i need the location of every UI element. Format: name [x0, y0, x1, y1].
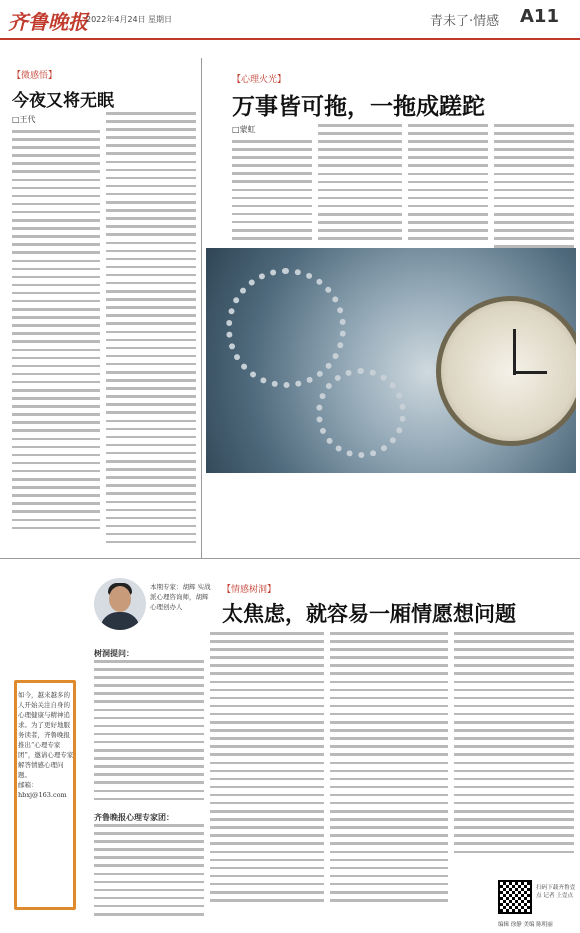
portrait-suit: [100, 612, 140, 630]
letter-heading: 树洞提问：: [94, 648, 134, 658]
top-article-column-3: [408, 124, 488, 249]
issue-weekday: 星期日: [148, 15, 172, 24]
expert-bio: 本期专家：胡辉 实战派心理咨询师，胡辉心理创办人: [150, 583, 211, 611]
page-number: A11: [520, 6, 559, 27]
clock-face: [436, 296, 576, 446]
top-article-overlay-text: [318, 260, 402, 470]
newspaper-logo: 齐鲁晚报: [8, 10, 88, 34]
expert-portrait: [94, 578, 146, 630]
issue-date: 2022年4月24日: [86, 15, 146, 24]
letter-text: [94, 660, 204, 808]
expert-panel-callout-text: [18, 690, 74, 800]
left-article-author: □王代: [12, 115, 36, 124]
reply-column-4: [454, 632, 574, 872]
reply-column-3: [330, 632, 448, 922]
column-divider: [201, 58, 202, 558]
top-article-column-1: [232, 140, 312, 250]
section-name: 青未了·情感: [430, 14, 500, 29]
page-header: [0, 0, 580, 40]
qr-caption: 扫码下载齐鲁壹点 记者 上壹点: [536, 885, 576, 899]
bottom-article-title: 太焦虑，就容易一厢情愿想问题: [222, 601, 516, 626]
clock-minute-hand: [513, 329, 516, 375]
clock-hour-hand: [513, 371, 547, 374]
left-article-kicker: 【微感悟】: [12, 71, 58, 81]
reply-column-1: [94, 824, 204, 924]
left-article-column-1: [12, 130, 100, 550]
left-article-title: 今夜又将无眠: [12, 91, 114, 111]
section-divider: [0, 558, 580, 559]
bottom-article-kicker: 【情感树洞】: [222, 585, 277, 595]
top-article-author: □蒙虹: [232, 125, 256, 134]
editor-credits: 编辑 徐静 美编 陈明丽: [498, 922, 553, 928]
left-article-column-2: [106, 112, 196, 552]
portrait-face: [109, 586, 131, 612]
qr-code[interactable]: [498, 880, 532, 914]
reply-heading: 齐鲁晚报心理专家团：: [94, 812, 174, 822]
top-article-kicker: 【心理火光】: [232, 75, 287, 85]
callout-body: 如今，越来越多的人开始关注自身的心理健康与精神追求。为了更好地服务读者，齐鲁晚报推出“心理专家团”，邀请心理专家解答情感心理问题。: [18, 691, 74, 779]
top-article-title: 万事皆可拖，一拖成蹉跎: [232, 93, 485, 120]
reply-column-2: [210, 632, 324, 922]
callout-contact: 邮箱：hbxj@163.com: [18, 781, 67, 799]
top-article-column-2: [318, 124, 402, 249]
